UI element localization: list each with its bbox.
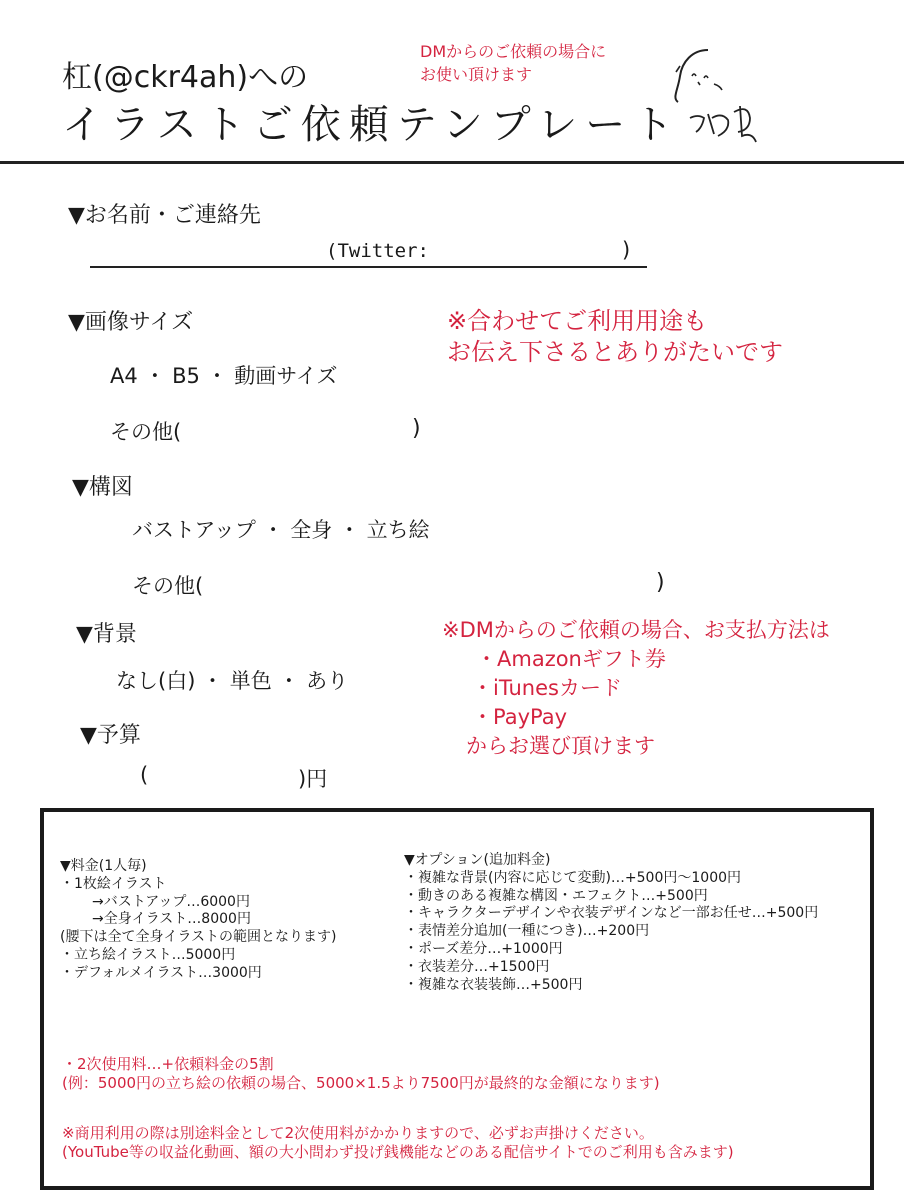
composition-options[interactable]: バストアップ ・ 全身 ・ 立ち絵 [132, 518, 430, 542]
name-heading: ▼お名前・ご連絡先 [68, 203, 261, 228]
background-heading: ▼背景 [76, 622, 137, 647]
option-price-list [404, 852, 818, 994]
option-item: ・表情差分追加(一種につき)…+200円 [404, 923, 650, 940]
option-item: ・ポーズ差分…+1000円 [404, 940, 563, 957]
composition-other-label: その他( [132, 574, 204, 598]
option-item: ・キャラクターデザインや衣装デザインなど一部お任せ…+500円 [404, 905, 819, 922]
usage-note-line1: ※合わせてご利用用途も [447, 307, 708, 335]
dm-note-line2: お使い頂けます [420, 65, 533, 84]
commercial-use-line1: ※商用利用の際は別途料金として2次使用料がかかりますので、必ずお声掛けください。 [62, 1124, 654, 1142]
composition-heading: ▼構図 [72, 475, 133, 500]
payment-item: ・iTunesカード [472, 676, 622, 700]
base-price-list [60, 858, 337, 983]
background-options[interactable]: なし(白) ・ 単色 ・ あり [116, 669, 349, 693]
name-input-line[interactable] [90, 266, 647, 268]
usage-note-line2: お伝え下さるとありがたいです [447, 338, 783, 366]
usage-note [447, 306, 783, 368]
header-divider [0, 161, 904, 164]
size-other-close: ) [412, 416, 421, 441]
page-title-line2: イラストご依頼テンプレート [62, 102, 682, 148]
price-subitem: →全身イラスト…8000円 [92, 911, 251, 928]
size-heading: ▼画像サイズ [68, 310, 194, 335]
price-item: ・立ち絵イラスト…5000円 [60, 946, 236, 963]
dm-note-line1: DMからのご依頼の場合に [420, 42, 607, 61]
payment-note-line1: ※DMからのご依頼の場合、お支払方法は [442, 618, 830, 642]
price-item: ・1枚絵イラスト [60, 875, 167, 892]
base-price-heading: ▼料金(1人毎) [60, 858, 147, 874]
secondary-use-line1: ・2次使用料…+依頼料金の5割 [62, 1055, 274, 1073]
composition-other-close: ) [656, 570, 665, 595]
page-title-line1: 杠(@ckr4ah)への [62, 60, 309, 95]
budget-heading: ▼予算 [80, 723, 141, 748]
secondary-use-note [62, 1055, 660, 1093]
option-item: ・複雑な背景(内容に応じて変動)…+500円〜1000円 [404, 869, 742, 886]
price-subitem: →バストアップ…6000円 [92, 893, 250, 910]
commercial-use-note [62, 1124, 734, 1162]
size-options[interactable]: A4 ・ B5 ・ 動画サイズ [110, 364, 338, 388]
budget-close-yen: )円 [298, 767, 328, 791]
option-item: ・複雑な衣装装飾…+500円 [404, 976, 583, 993]
twitter-close-paren: ) [622, 238, 631, 262]
secondary-use-line2: (例：5000円の立ち絵の依頼の場合、5000×1.5より7500円が最終的な金額になります) [62, 1074, 660, 1092]
payment-note [442, 616, 830, 761]
payment-item: ・PayPay [472, 705, 568, 729]
twitter-label: (Twitter: [326, 240, 429, 262]
payment-item: ・Amazonギフト券 [476, 647, 666, 671]
size-other-label: その他( [110, 420, 182, 444]
payment-note-end: からお選び頂けます [466, 734, 655, 758]
price-item: ・デフォルメイラスト…3000円 [60, 964, 262, 981]
commercial-use-line2: (YouTube等の収益化動画、額の大小問わず投げ銭機能などのある配信サイトでのご利用も含みます) [62, 1143, 734, 1161]
budget-open-paren: ( [140, 763, 149, 787]
option-item: ・衣装差分…+1500円 [404, 958, 550, 975]
signature-doodle [656, 40, 776, 150]
price-note: (腰下は全て全身イラストの範囲となります) [60, 929, 337, 946]
dm-usage-note [420, 40, 606, 86]
option-item: ・動きのある複雑な構図・エフェクト…+500円 [404, 887, 708, 904]
option-heading: ▼オプション(追加料金) [404, 852, 551, 868]
